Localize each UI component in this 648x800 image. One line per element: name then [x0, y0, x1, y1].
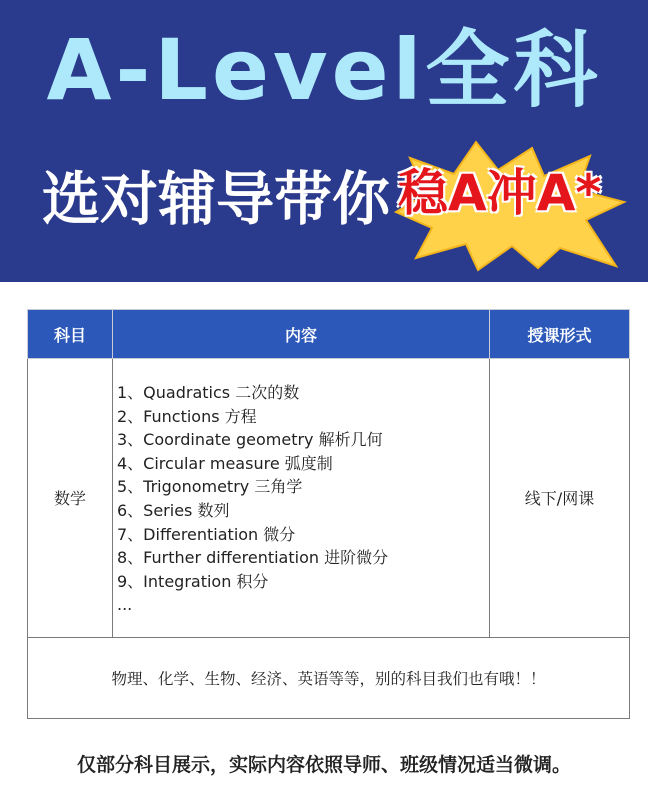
content-cell [113, 359, 490, 638]
header-format: 授课形式 [490, 310, 630, 359]
list-item: 9、Integration 积分 [117, 571, 269, 591]
note-row [28, 637, 630, 718]
subject-cell: 数学 [28, 359, 113, 638]
banner-highlight: 稳A冲A* [398, 164, 602, 222]
banner-title: A-Level全科 [46, 21, 602, 119]
list-item: 6、Series 数列 [117, 500, 230, 520]
list-item: 3、Coordinate geometry 解析几何 [117, 430, 383, 450]
list-item: 2、Functions 方程 [117, 406, 257, 426]
list-item: 5、Trigonometry 三角学 [117, 477, 303, 497]
list-item: 8、Further differentiation 进阶微分 [117, 548, 389, 568]
course-table [27, 309, 629, 719]
table-header-row [28, 310, 630, 359]
topic-list [117, 381, 489, 617]
hero-banner [0, 0, 648, 282]
header-subject: 科目 [28, 310, 113, 359]
list-item: ... [117, 595, 133, 615]
banner-subtitle: 选对辅导带你 [42, 165, 391, 233]
table-row [28, 359, 630, 638]
footer-disclaimer: 仅部分科目展示，实际内容依照导师、班级情况适当微调。 [76, 754, 571, 776]
list-item: 4、Circular measure 弧度制 [117, 453, 333, 473]
list-item: 1、Quadratics 二次的数 [117, 383, 300, 402]
format-cell: 线下/网课 [490, 359, 630, 638]
list-item: 7、Differentiation 微分 [117, 524, 296, 544]
header-content: 内容 [113, 310, 490, 359]
other-subjects-note: 物理、化学、生物、经济、英语等等，别的科目我们也有哦！！ [28, 637, 630, 718]
